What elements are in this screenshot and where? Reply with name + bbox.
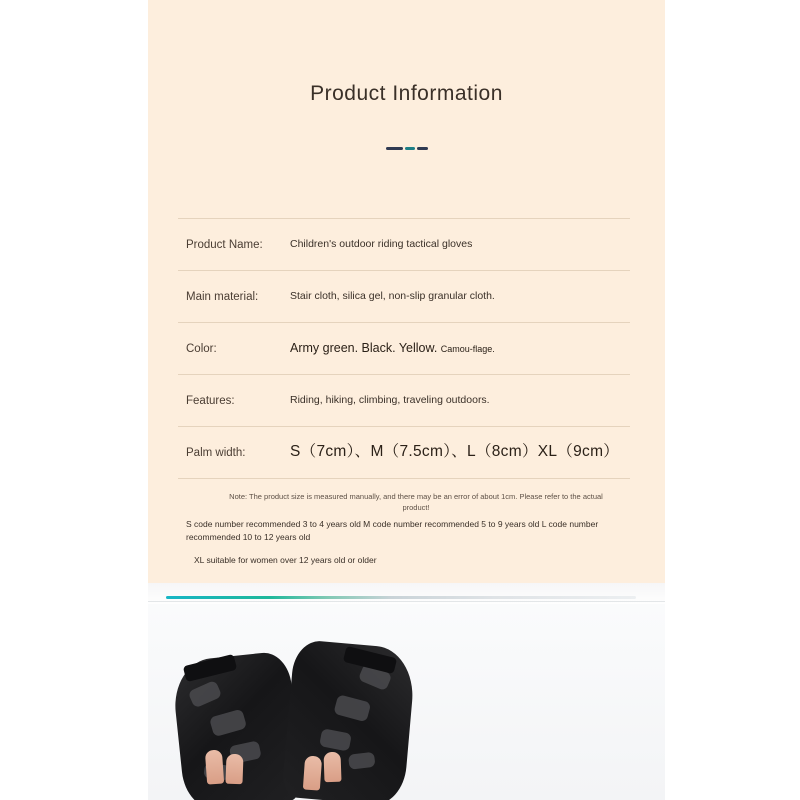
spec-value-color [290, 340, 630, 357]
spec-label-product-name: Product Name: [186, 238, 263, 251]
finger-tip [303, 755, 322, 790]
spec-value-features: Riding, hiking, climbing, traveling outdoors. [290, 394, 490, 407]
measurement-note: Note: The product size is measured manually, and there may be an error of about 1cm. Please refer to the actual product! [229, 492, 603, 512]
knuckle-pad [333, 694, 371, 722]
page-title: Product Information [310, 82, 503, 105]
spec-value-color-main: Army green. Black. Yellow. [290, 341, 438, 356]
title-divider-ornament [386, 145, 428, 151]
knuckle-pad [348, 752, 376, 770]
size-guide-line-1: S code number recommended 3 to 4 years old M code number recommended 5 to 9 years old L code number recommended 10 to 12 years old [186, 519, 599, 543]
spec-label-color: Color: [186, 342, 217, 355]
section-divider-hairline [148, 601, 665, 602]
spec-value-palm-width: S（7cm）、M（7.5cm）、L（8cm）XL（9cm） [290, 443, 620, 461]
spec-value-product-name: Children's outdoor riding tactical gloves [290, 238, 473, 251]
knuckle-pad [319, 728, 352, 751]
product-photo [148, 604, 665, 800]
divider-segment-middle [405, 147, 415, 150]
section-divider-gradient-line [166, 596, 636, 599]
spec-value-main-material: Stair cloth, silica gel, non-slip granular cloth. [290, 290, 495, 303]
table-row [178, 218, 630, 270]
table-row [178, 426, 630, 479]
divider-segment-right [417, 147, 428, 150]
table-row [178, 322, 630, 374]
product-information-card [148, 0, 665, 583]
table-row [178, 374, 630, 426]
size-guide-line-2: XL suitable for women over 12 years old or older [194, 555, 377, 566]
finger-tip [205, 749, 224, 784]
divider-segment-left [386, 147, 403, 150]
spec-label-palm-width: Palm width: [186, 446, 246, 459]
knuckle-pad [188, 680, 223, 709]
size-guide-note [186, 518, 626, 568]
table-row [178, 270, 630, 322]
spec-label-features: Features: [186, 394, 235, 407]
finger-tip [323, 752, 341, 783]
knuckle-pad [209, 709, 247, 738]
spec-value-color-extra: Camou-flage. [440, 343, 495, 354]
finger-tip [225, 754, 243, 785]
specification-table [178, 218, 630, 479]
spec-label-main-material: Main material: [186, 290, 259, 303]
